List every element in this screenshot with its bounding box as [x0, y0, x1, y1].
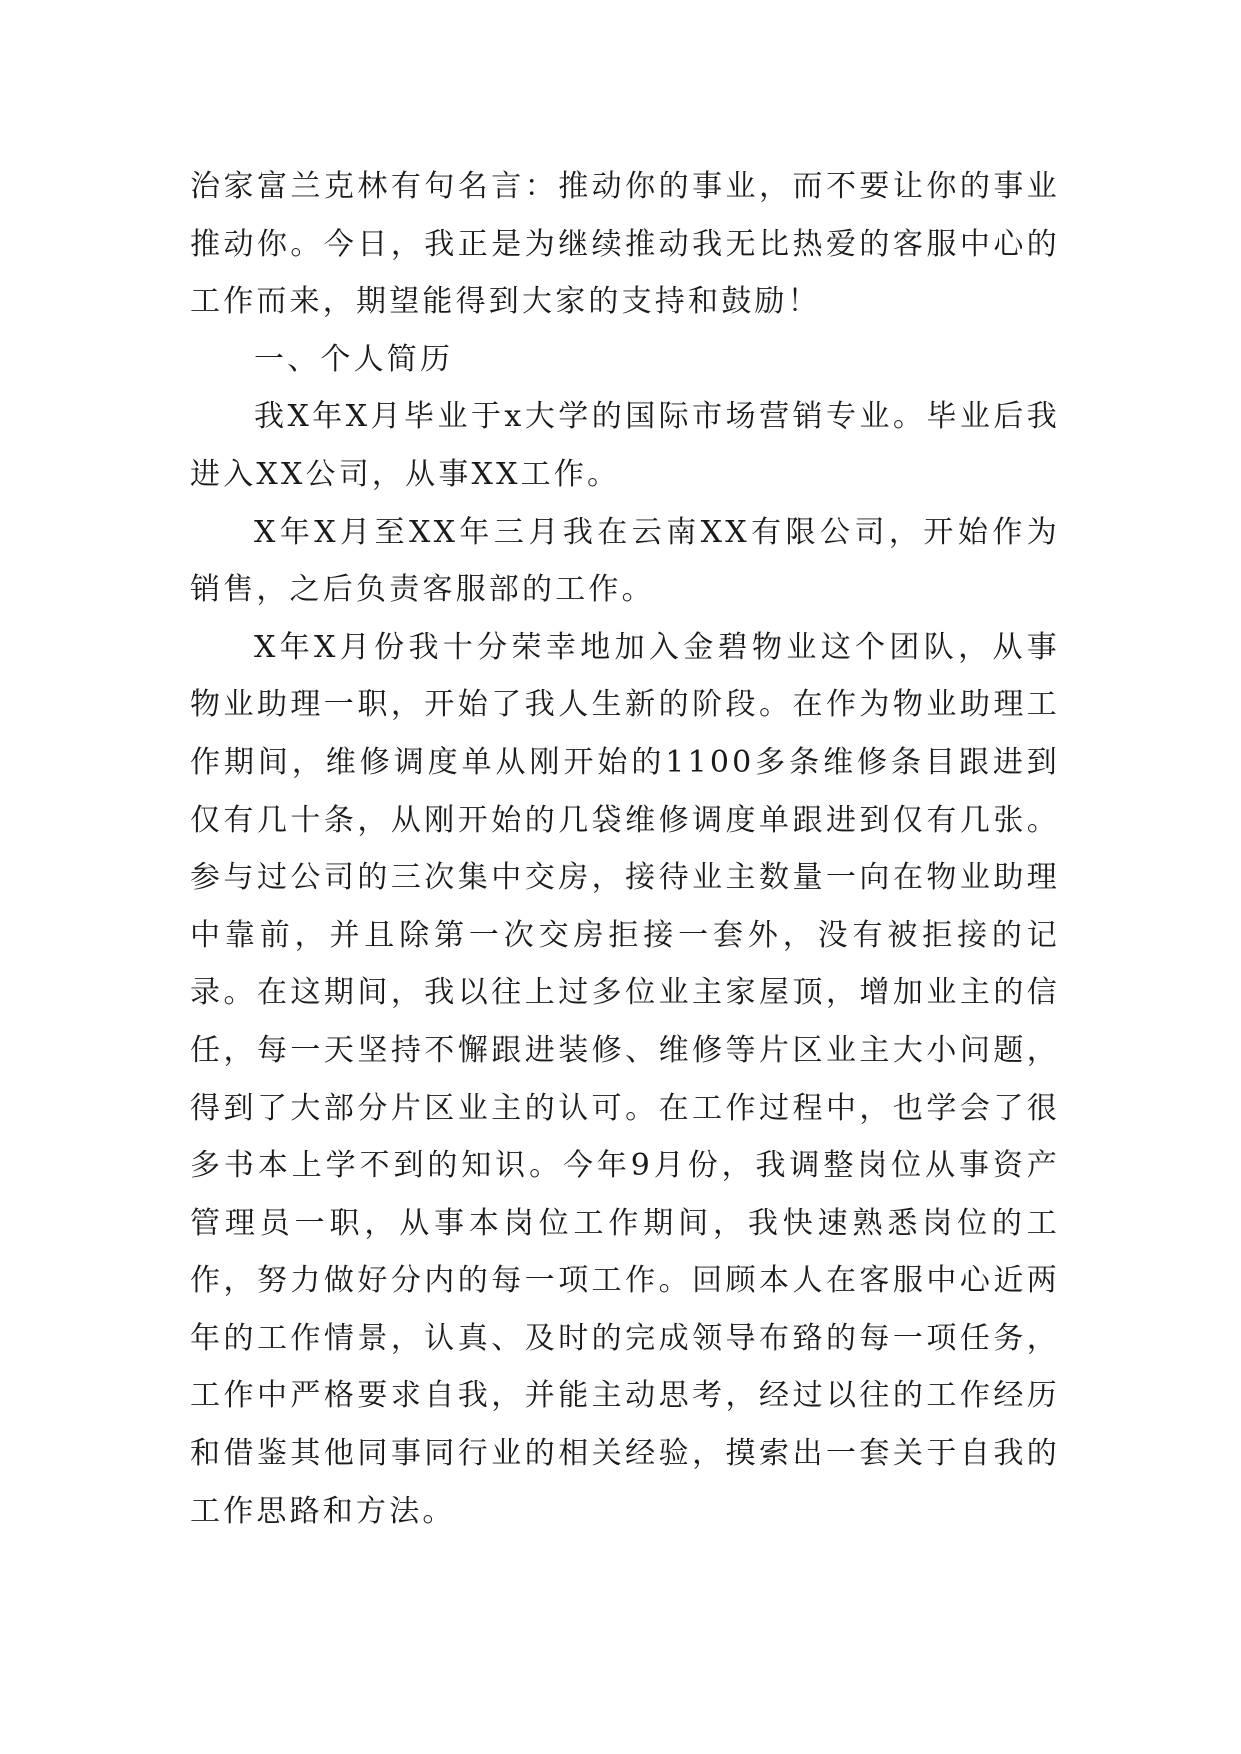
paragraph-education: 我X年X月毕业于x大学的国际市场营销专业。毕业后我进入XX公司，从事XX工作。	[190, 399, 1060, 492]
section-heading-resume: 一、个人简历	[254, 341, 454, 377]
document-body	[190, 158, 1060, 1540]
paragraph-previous-job: X年X月至XX年三月我在云南XX有限公司，开始作为销售，之后负责客服部的工作。	[190, 514, 1060, 608]
paragraph-intro: 治家富兰克林有句名言：推动你的事业，而不要让你的事业推动你。今日，我正是为继续推动我无比热爱的客服中心的工作而来，期望能得到大家的支持和鼓励！	[190, 169, 1060, 320]
paragraph-current-job: X年X月份我十分荣幸地加入金碧物业这个团队，从事物业助理一职，开始了我人生新的阶段。在作为物业助理工作期间，维修调度单从刚开始的1100多条维修条目跟进到仅有几十条，从刚开始的几袋维修调度单跟进到仅有几张。参与过公司的三次集中交房，接待业主数量一向在物业助理中靠前，并且除第一次交房拒接一套外，没有被拒接的记录。在这期间，我以往上过多位业主家屋顶，增加业主的信任，每一天坚持不懈跟进装修、维修等片区业主大小问题，得到了大部分片区业主的认可。在工作过程中，也学会了很多书本上学不到的知识。今年9月份，我调整岗位从事资产管理员一职，从事本岗位工作期间，我快速熟悉岗位的工作，努力做好分内的每一项工作。回顾本人在客服中心近两年的工作情景，认真、及时的完成领导布臵的每一项任务，工作中严格要求自我，并能主动思考，经过以往的工作经历和借鉴其他同事同行业的相关经验，摸索出一套关于自我的工作思路和方法。	[190, 629, 1060, 1529]
